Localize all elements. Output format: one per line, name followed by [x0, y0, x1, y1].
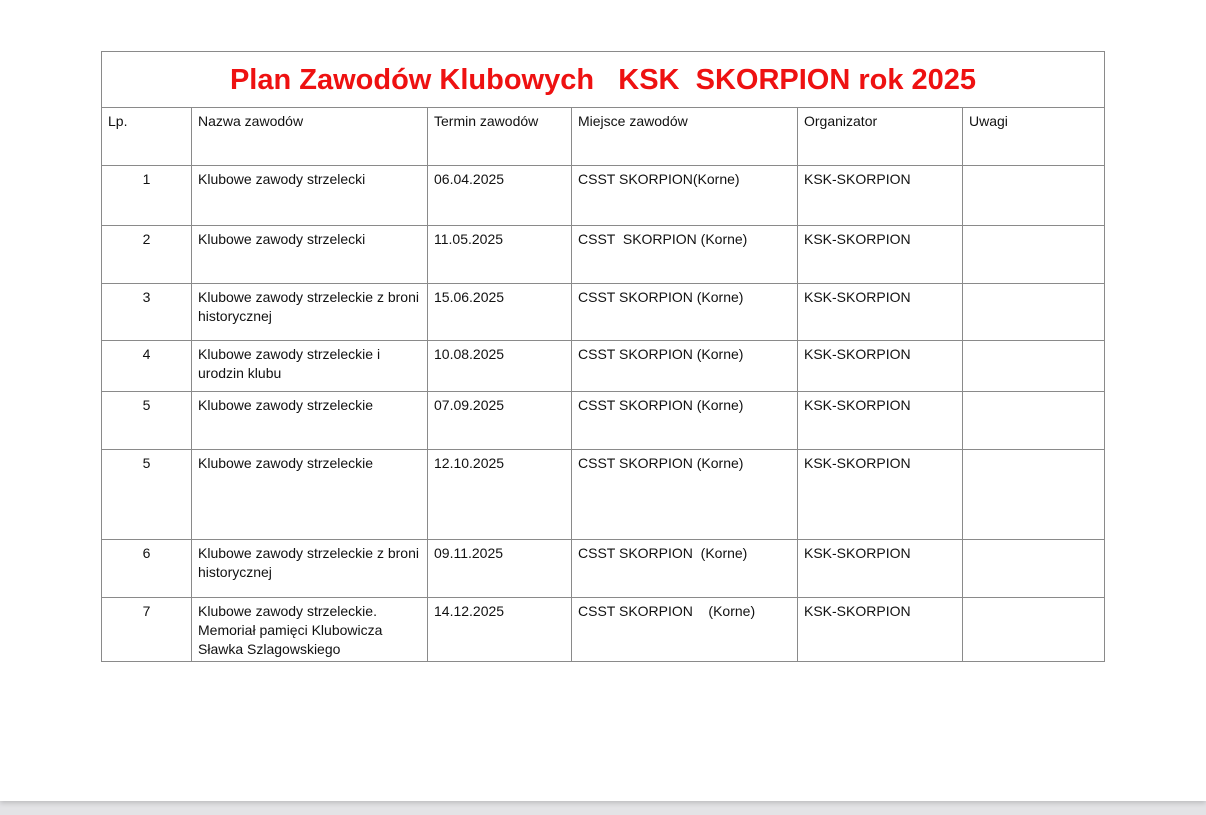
- row-notes: [963, 598, 1105, 662]
- header-lp: Lp.: [102, 108, 192, 166]
- row-name: Klubowe zawody strzeleckie z broni historycznej: [192, 284, 428, 341]
- row-name: Klubowe zawody strzeleckie: [192, 450, 428, 540]
- header-row: [102, 108, 1105, 166]
- row-notes: [963, 166, 1105, 226]
- table-row: [102, 341, 1105, 392]
- table-row: [102, 226, 1105, 284]
- row-name: Klubowe zawody strzelecki: [192, 166, 428, 226]
- row-date: 11.05.2025: [428, 226, 572, 284]
- row-organizer: KSK-SKORPION: [798, 450, 963, 540]
- row-name: Klubowe zawody strzeleckie z broni historycznej: [192, 540, 428, 598]
- row-date: 09.11.2025: [428, 540, 572, 598]
- row-place: CSST SKORPION(Korne): [572, 166, 798, 226]
- row-organizer: KSK-SKORPION: [798, 226, 963, 284]
- row-date: 14.12.2025: [428, 598, 572, 662]
- row-place: CSST SKORPION (Korne): [572, 284, 798, 341]
- table-row: [102, 166, 1105, 226]
- table-row: [102, 598, 1105, 662]
- row-notes: [963, 226, 1105, 284]
- header-notes: Uwagi: [963, 108, 1105, 166]
- row-notes: [963, 540, 1105, 598]
- header-date: Termin zawodów: [428, 108, 572, 166]
- competition-plan-table: [101, 51, 1105, 662]
- header-name: Nazwa zawodów: [192, 108, 428, 166]
- row-notes: [963, 450, 1105, 540]
- row-place: CSST SKORPION (Korne): [572, 598, 798, 662]
- row-name: Klubowe zawody strzelecki: [192, 226, 428, 284]
- row-lp: 7: [102, 598, 192, 662]
- row-lp: 3: [102, 284, 192, 341]
- row-date: 10.08.2025: [428, 341, 572, 392]
- row-place: CSST SKORPION (Korne): [572, 226, 798, 284]
- row-lp: 5: [102, 450, 192, 540]
- row-organizer: KSK-SKORPION: [798, 598, 963, 662]
- table-row: [102, 392, 1105, 450]
- header-place: Miejsce zawodów: [572, 108, 798, 166]
- row-notes: [963, 284, 1105, 341]
- title-cell: [102, 52, 1105, 108]
- row-organizer: KSK-SKORPION: [798, 540, 963, 598]
- row-notes: [963, 341, 1105, 392]
- row-name: Klubowe zawody strzeleckie. Memoriał pamięci Klubowicza Sławka Szlagowskiego: [192, 598, 428, 662]
- document-title: Plan Zawodów Klubowych KSK SKORPION rok 2025: [229, 63, 977, 96]
- row-lp: 1: [102, 166, 192, 226]
- row-place: CSST SKORPION (Korne): [572, 540, 798, 598]
- row-date: 15.06.2025: [428, 284, 572, 341]
- table-row: [102, 284, 1105, 341]
- row-organizer: KSK-SKORPION: [798, 392, 963, 450]
- title-row: [102, 52, 1105, 108]
- row-name: Klubowe zawody strzeleckie: [192, 392, 428, 450]
- table-row: [102, 540, 1105, 598]
- header-organizer: Organizator: [798, 108, 963, 166]
- row-lp: 6: [102, 540, 192, 598]
- row-date: 12.10.2025: [428, 450, 572, 540]
- row-lp: 5: [102, 392, 192, 450]
- row-date: 06.04.2025: [428, 166, 572, 226]
- row-organizer: KSK-SKORPION: [798, 284, 963, 341]
- row-place: CSST SKORPION (Korne): [572, 341, 798, 392]
- row-lp: 2: [102, 226, 192, 284]
- row-place: CSST SKORPION (Korne): [572, 450, 798, 540]
- row-name: Klubowe zawody strzeleckie i urodzin klubu: [192, 341, 428, 392]
- row-place: CSST SKORPION (Korne): [572, 392, 798, 450]
- row-lp: 4: [102, 341, 192, 392]
- table-row: [102, 450, 1105, 540]
- row-organizer: KSK-SKORPION: [798, 341, 963, 392]
- row-notes: [963, 392, 1105, 450]
- row-date: 07.09.2025: [428, 392, 572, 450]
- row-organizer: KSK-SKORPION: [798, 166, 963, 226]
